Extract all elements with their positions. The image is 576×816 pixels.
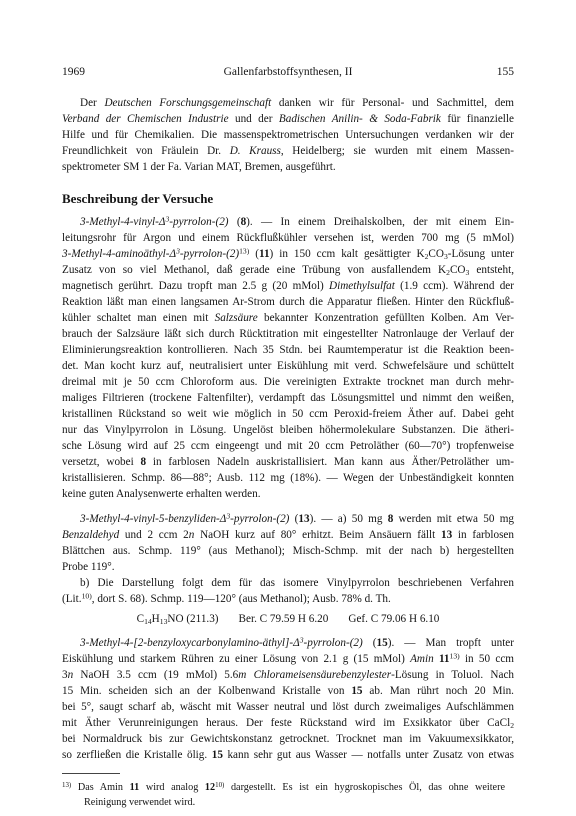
italic-text: Deutschen Forschungsgemeinschaft (104, 97, 272, 109)
text-run: ( (362, 637, 377, 649)
found-values: Gef. C 79.06 H 6.10 (348, 613, 440, 625)
text-line (62, 438, 514, 454)
running-head (62, 64, 514, 80)
text-line (62, 278, 514, 294)
subscript: 13 (159, 617, 168, 627)
text-run: kann sehr gut aus Wasser — notfalls unter Zusatz von etwas (222, 749, 514, 761)
italic-text: -pyrrolon-(2) (230, 513, 290, 525)
italic-text: -pyrrolon-(2) (169, 216, 229, 228)
text-run: Freundlichkeit von Fräulein Dr. (62, 145, 230, 157)
text-run: Der (80, 97, 105, 109)
text-line (62, 111, 514, 127)
text-run: maliges Filtrieren (trockene Faltenfilter), verdampft das Lösungsmittel und nimmt den weißen, (62, 392, 514, 404)
text-run: kühler schaltet man einen mit (62, 312, 215, 324)
text-run: bei Normaldruck bis zur Gewichtskonstanz getrocknet. Trocknet man im Vakuumexsikkator, (62, 733, 514, 745)
italic-text: n (188, 529, 195, 541)
text-run: werden mit etwa 50 mg (393, 513, 514, 525)
text-run: entsteht, (469, 264, 514, 276)
italic-text: Benzaldehyd (62, 529, 120, 541)
compound-number: 15 (351, 685, 363, 697)
text-line (62, 699, 514, 715)
text-run: 15 Min. scheiden sich an der Kolbenwand Kristalle von (62, 685, 352, 697)
text-line (62, 527, 514, 543)
text-line (62, 747, 514, 763)
text-line (62, 342, 514, 358)
text-run: kristallinen Rückstand so weit wie möglich in 50 ccm Peroxid-freiem Äther auf. Dabei geht (62, 408, 514, 420)
compound-number: 8 (387, 513, 394, 525)
italic-text: Salzsäure (214, 312, 258, 324)
text-line (62, 95, 514, 111)
text-run: CO (428, 248, 444, 260)
italic-text: m Chlorameisensäurebenzylester (238, 669, 392, 681)
text-line (62, 127, 514, 143)
italic-text: Amin (410, 653, 434, 665)
text-line (62, 143, 514, 159)
footnote-rule (62, 773, 120, 774)
text-run: C (136, 613, 145, 625)
text-run: so zerfließen die Kristalle ölig. (62, 749, 212, 761)
text-run: -Lösung in Toluol. Nach (391, 669, 514, 681)
subscript: 14 (144, 617, 152, 627)
text-run: ). — Man tropft unter (387, 637, 514, 649)
text-run: , Heidelberg; sie wurden mit einem Massen- (280, 145, 514, 157)
superscript: 10) (81, 591, 92, 601)
text-run: und 2 ccm 2 (119, 529, 189, 541)
text-run: brauch der Salzsäure läßt sich durch Rücktitration mit eingestellter Natronlauge der Verlauf der (62, 328, 514, 340)
header-page-number: 155 (496, 66, 514, 78)
section-heading: Beschreibung der Versuche (62, 191, 214, 206)
experiment-benzylidene-method-b (62, 575, 514, 607)
text-run: nur das Vinylpyrrolon in Lösung. Ungelöst bleiben höhermolekulare Substanzen. Die ätheri- (62, 424, 514, 436)
compound-number: 11 (129, 782, 140, 793)
text-run: mit Äther Verunreinigungen heraus. Der feste Rückstand wird im Exsikkator über CaCl (62, 717, 511, 729)
text-run: ) in 150 ccm kalt gesättigter K (269, 248, 425, 260)
text-line (62, 470, 514, 486)
text-run: wird analog (139, 782, 205, 793)
compound-number: 8 (140, 456, 147, 468)
italic-text: Dimethylsulfat (329, 280, 395, 292)
text-line (62, 780, 505, 795)
text-run: für finanzielle (440, 113, 514, 125)
text-run: Reinigung verwendet wird. (84, 797, 196, 808)
molecular-formula (137, 611, 219, 627)
superscript: 3 (299, 635, 304, 645)
text-run: in farblosen (452, 529, 514, 541)
acknowledgment-paragraph (62, 95, 514, 175)
text-line (62, 486, 514, 502)
text-run: kristallisieren. Schmp. 86—88°; Ausb. 112 mg (18%). — Wegen der Unbeständigkeit konnten (62, 472, 514, 484)
text-line (62, 230, 514, 246)
compound-number: 11 (438, 653, 450, 665)
calculated-values: Ber. C 79.59 H 6.20 (238, 613, 329, 625)
text-run: Blättchen aus. Schmp. 119° (aus Methanol); Misch-Schmp. mit der nach b) hergestellten (62, 545, 514, 557)
superscript: 3 (226, 511, 231, 521)
italic-text: -pyrrolon-(2) (179, 248, 240, 260)
subscript: 2 (446, 268, 450, 278)
compound-number: 15 (211, 749, 223, 761)
text-run: leitungsrohr für Argon und einem Rückflußkühler versehen ist, werden 700 mg (5 mMol) (62, 232, 514, 244)
subscript: 2 (510, 721, 514, 731)
compound-number: 13 (298, 513, 310, 525)
text-run: Eiskühlung und starkem Rühren zu einer Lösung von 2.1 g (15 mMol) (62, 653, 411, 665)
text-run: -Lösung unter (447, 248, 514, 260)
text-run: ( (289, 513, 299, 525)
experiment-vinyl-pyrrolone (62, 214, 514, 502)
header-year: 1969 (62, 66, 85, 78)
text-run: magnetisch gerührt. Dazu tropft man 2.5 g (20 mMol) (62, 280, 329, 292)
compound-number: 11 (258, 248, 270, 260)
text-run: Hilfe und für Chemikalien. Die massenspektrometrischen Untersuchungen verdanken wir der (62, 129, 514, 141)
text-run: Eliminierungsreaktion kontrollieren. Nach 35 Stdn. bei Raumtemperatur ist die Reaktion been- (62, 344, 514, 356)
text-run: versetzt, wobei (62, 456, 141, 468)
footnote (62, 780, 505, 810)
experiment-benzylidene-method-a (62, 511, 514, 575)
italic-text: D. Krauss (229, 145, 281, 157)
text-line (62, 326, 514, 342)
elemental-analysis (62, 611, 514, 627)
text-run: dargestellt. Es ist ein hygroskopisches Öl, das ohne weitere (224, 782, 505, 793)
text-line (62, 374, 514, 390)
text-run: ). — In einem Dreihalskolben, der mit einem Ein- (246, 216, 514, 228)
text-run: Probe 119°. (62, 561, 115, 573)
text-line (62, 159, 514, 175)
superscript: 13) (62, 781, 72, 789)
subscript: 3 (443, 252, 448, 262)
text-line (62, 559, 514, 575)
superscript: 13) (239, 246, 250, 256)
text-run: (Lit. (62, 593, 82, 605)
text-line (62, 390, 514, 406)
text-run: (1.9 ccm). Während der (394, 280, 514, 292)
text-run: danken wir für Personal- und Sachmittel, dem (271, 97, 514, 109)
text-run: H (151, 613, 160, 625)
text-run: bei 5°, saugt scharf ab, wäscht mit Wasser neutral und löst durch zweimaliges Aufschlämmen (62, 701, 514, 713)
text-line (62, 635, 514, 651)
text-run: NaOH 3.5 ccm (19 mMol) 5.6 (73, 669, 239, 681)
text-run: in 50 ccm (459, 653, 514, 665)
text-line (62, 543, 514, 559)
text-line (62, 575, 514, 591)
text-line (62, 214, 514, 230)
italic-text: -pyrrolon-(2) (303, 637, 363, 649)
italic-text: n (67, 669, 74, 681)
text-run: det. Man kocht kurz auf, neutralisiert unter Eiskühlung mit verd. Schwefelsäure und schüttelt (62, 360, 514, 372)
text-line (62, 667, 514, 683)
text-run: b) Die Darstellung folgt dem für das isomere Vinylpyrrolon beschriebenen Verfahren (80, 577, 514, 589)
italic-text: 3-Methyl-4-vinyl-5-benzyliden-Δ (80, 513, 227, 525)
text-run: CO (449, 264, 466, 276)
superscript: 10) (215, 781, 225, 789)
text-line (62, 310, 514, 326)
experiment-benzyloxycarbonyl-amine (62, 635, 514, 763)
text-line (62, 683, 514, 699)
text-run: ( (228, 216, 241, 228)
compound-number: 15 (376, 637, 388, 649)
text-run: Das Amin (71, 782, 130, 793)
italic-text: 3-Methyl-4-[2-benzyloxycarbonylamino-äthyl]-Δ (80, 637, 300, 649)
text-run: ab. Man rührt noch 20 Min. (362, 685, 514, 697)
italic-text: 3-Methyl-4-aminoäthyl-Δ (62, 248, 177, 260)
compound-number: 12 (204, 782, 216, 793)
text-line (62, 358, 514, 374)
text-run: 3 (62, 669, 68, 681)
text-line (62, 406, 514, 422)
text-line (62, 731, 514, 747)
superscript: 13) (449, 651, 460, 661)
text-line (62, 454, 514, 470)
text-run: bekannter Konzentration gefüllten Kolben. Am Ver- (257, 312, 514, 324)
text-run: Zusatz von so viel Methanol, daß gerade eine Trübung von ausfallendem K (62, 264, 447, 276)
subscript: 2 (424, 252, 429, 262)
text-line (62, 651, 514, 667)
text-line (62, 511, 514, 527)
text-run: NO (211.3) (167, 613, 219, 625)
text-line (62, 715, 514, 731)
text-run: NaOH kurz auf 80° erhitzt. Beim Ansäuern fällt (194, 529, 441, 541)
italic-text: Badischen Anilin- & Soda-Fabrik (278, 113, 441, 125)
text-line (62, 795, 505, 810)
superscript: 3 (165, 214, 170, 224)
text-run: , dort S. 68). Schmp. 119—120° (aus Methanol); Ausb. 78% d. Th. (91, 593, 391, 605)
italic-text: 3-Methyl-4-vinyl-Δ (80, 216, 166, 228)
text-run: ( (249, 248, 259, 260)
subscript: 3 (465, 268, 470, 278)
superscript: 3 (176, 246, 180, 256)
text-line (62, 422, 514, 438)
compound-number: 8 (240, 216, 247, 228)
text-line (62, 294, 514, 310)
text-run: ). — a) 50 mg (309, 513, 388, 525)
text-run: keine guten Analysenwerte erhalten werden. (62, 488, 261, 500)
text-run: sche Lösung wird auf 25 ccm eingeengt und mit 20 ccm Petroläther (60—70°) tropfenweise (62, 440, 514, 452)
compound-number: 13 (440, 529, 453, 541)
text-run: in farblosen Nadeln auskristallisiert. Man kann aus Äther/Petroläther um- (146, 456, 514, 468)
text-line (62, 246, 514, 262)
text-run: Reaktion läßt man einen langsamen Ar-Strom durch die Apparatur fließen. Hinter den Rückfluß- (62, 296, 514, 308)
text-run: dreimal mit je 50 ccm Chloroform aus. Die vereinigten Extrakte trocknet man durch mehr- (62, 376, 514, 388)
header-title: Gallenfarbstoffsynthesen, II (223, 66, 353, 78)
text-line (62, 591, 514, 607)
text-line (62, 262, 514, 278)
italic-text: Verband der Chemischen Industrie (62, 113, 229, 125)
text-run: spektrometer SM 1 der Fa. Varian MAT, Bremen, ausgeführt. (62, 161, 336, 173)
text-run: und der (228, 113, 279, 125)
